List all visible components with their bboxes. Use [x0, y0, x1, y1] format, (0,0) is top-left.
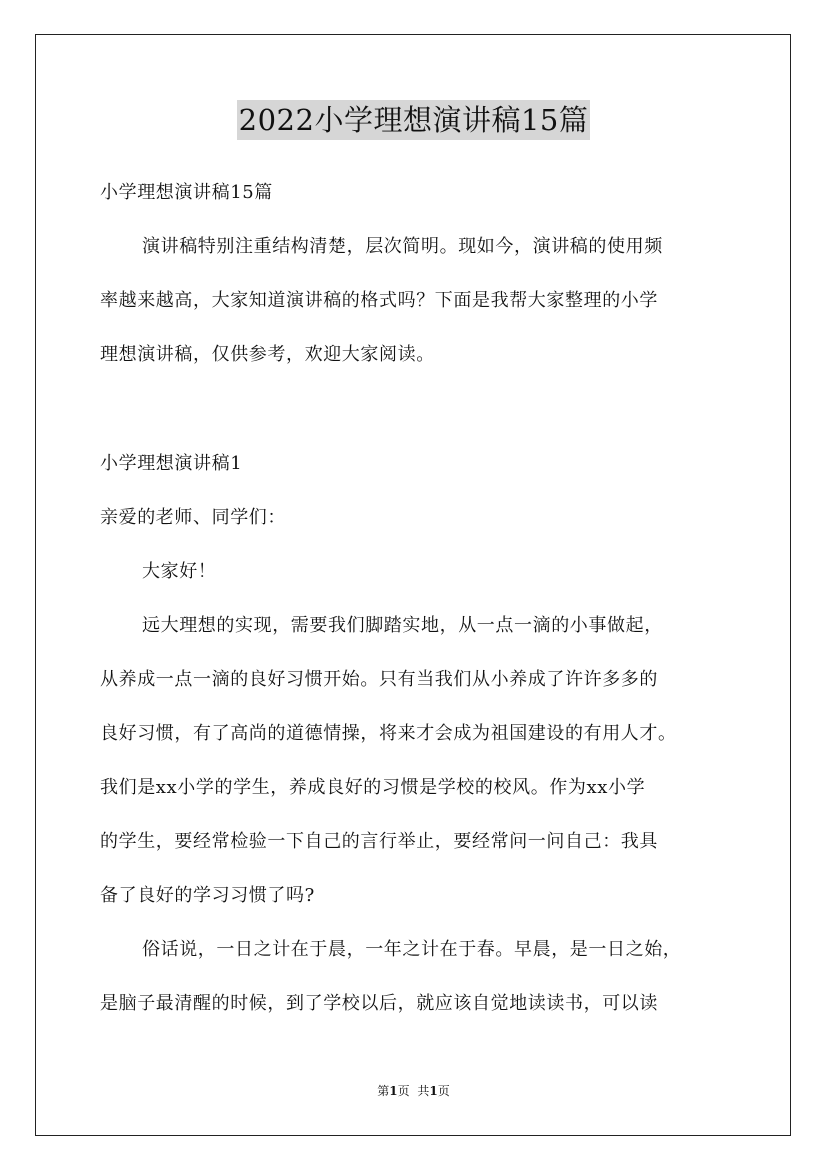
document-title: 2022小学理想演讲稿15篇 [237, 100, 591, 140]
page-prefix: 第 [377, 1084, 390, 1098]
greeting: 大家好！ [142, 561, 217, 582]
body-line: 是脑子最清醒的时候，到了学校以后，就应该自觉地读读书，可以读 [100, 993, 658, 1014]
intro-line: 率越来越高，大家知道演讲稿的格式吗？下面是我帮大家整理的小学 [100, 290, 658, 311]
body-line: 我们是xx小学的学生，养成良好的习惯是学校的校风。作为xx小学 [100, 777, 646, 798]
page-number: 1 [389, 1084, 398, 1098]
intro-line: 演讲稿特别注重结构清楚，层次简明。现如今，演讲稿的使用频 [142, 236, 663, 257]
total-pages: 1 [429, 1084, 438, 1098]
body-line: 备了良好的学习习惯了吗? [100, 885, 315, 906]
body-line: 良好习惯，有了高尚的道德情操，将来才会成为祖国建设的有用人才。 [100, 723, 677, 744]
section-heading: 小学理想演讲稿15篇 [100, 182, 273, 203]
salutation: 亲爱的老师、同学们： [100, 507, 286, 528]
body-line: 远大理想的实现，需要我们脚踏实地，从一点一滴的小事做起， [142, 615, 663, 636]
body-line: 的学生，要经常检验一下自己的言行举止，要经常问一问自己：我具 [100, 831, 658, 852]
body-line: 俗话说，一日之计在于晨，一年之计在于春。早晨，是一日之始， [142, 939, 682, 960]
total-suffix: 页 [437, 1084, 450, 1098]
total-prefix: 共 [417, 1084, 430, 1098]
body-line: 从养成一点一滴的良好习惯开始。只有当我们从小养成了许许多多的 [100, 669, 658, 690]
speech-heading: 小学理想演讲稿1 [100, 453, 243, 474]
page-suffix: 页 [397, 1084, 410, 1098]
page-footer [0, 1083, 827, 1099]
intro-line: 理想演讲稿，仅供参考，欢迎大家阅读。 [100, 344, 435, 365]
title-container [0, 100, 827, 140]
